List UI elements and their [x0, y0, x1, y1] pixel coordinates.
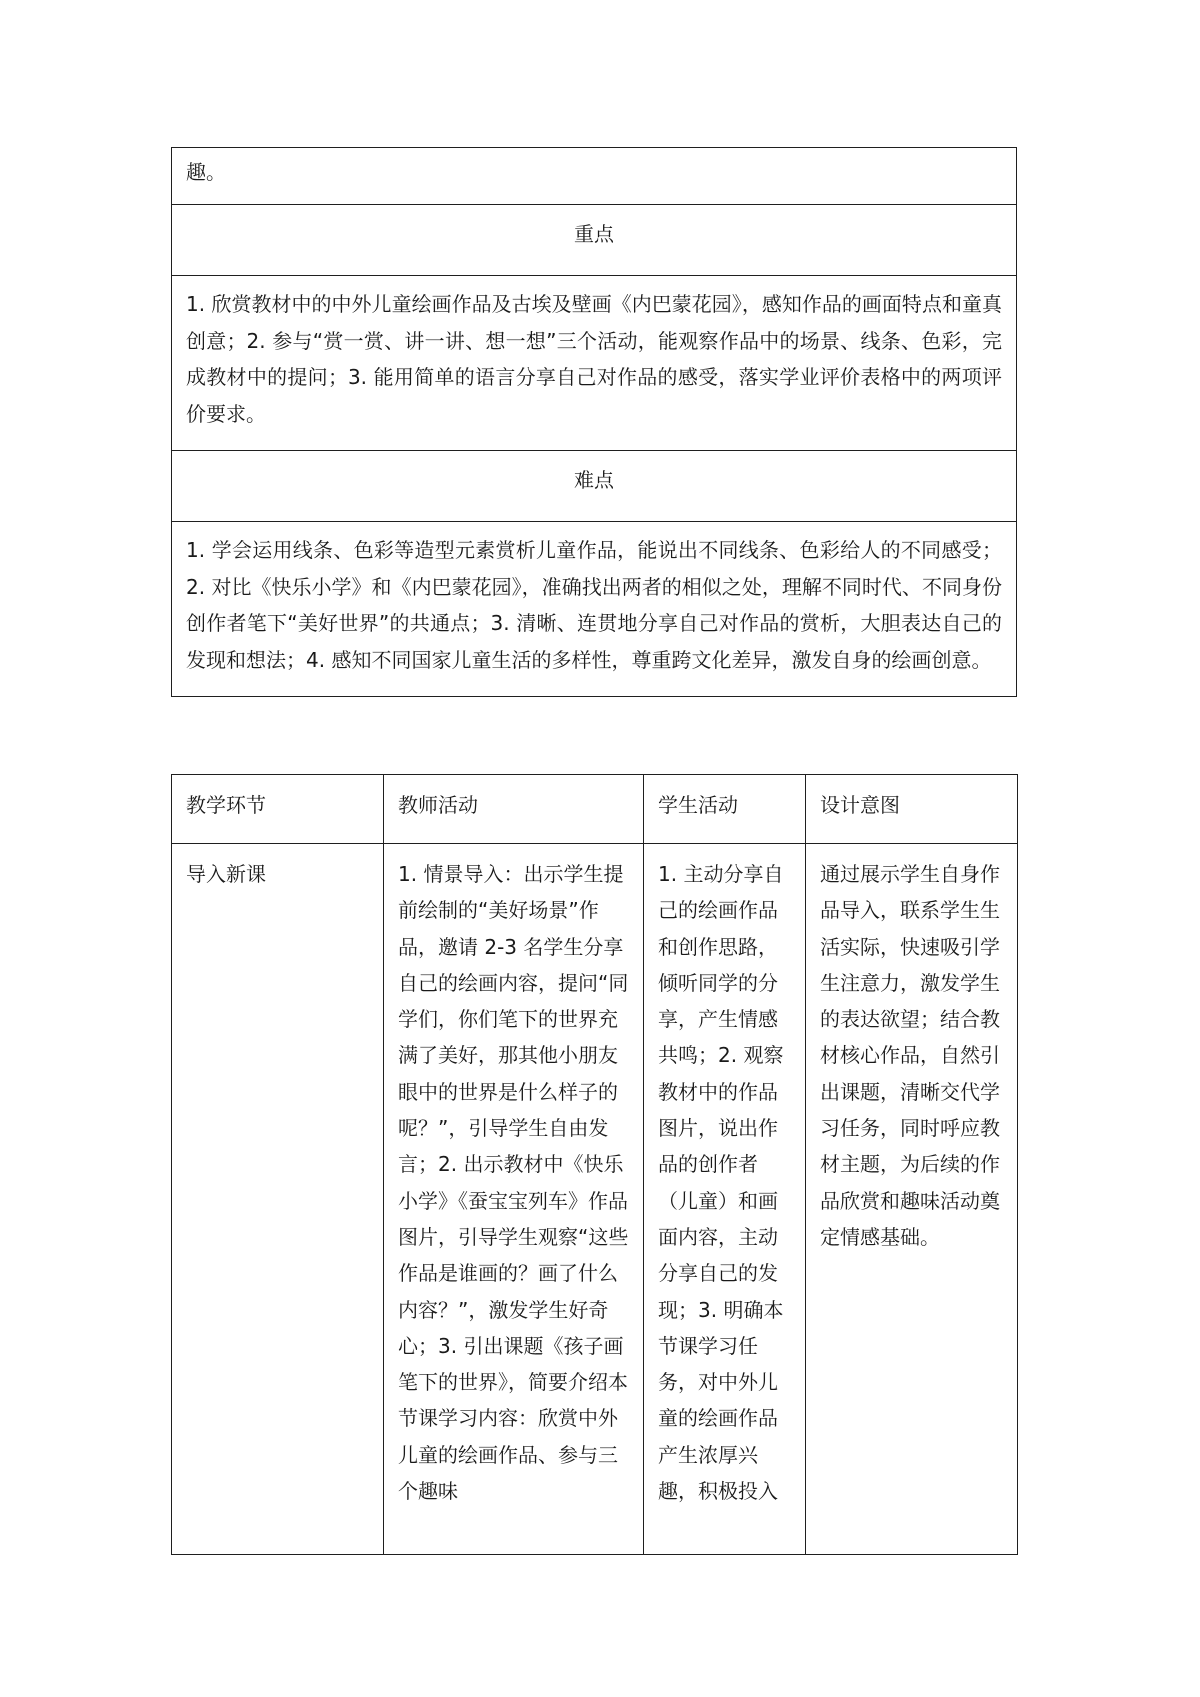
key-points-text: 1. 欣赏教材中的中外儿童绘画作品及古埃及壁画《内巴蒙花园》，感知作品的画面特点和童真创意；2. 参与“赏一赏、讲一讲、想一想”三个活动，能观察作品中的场景、线条、色彩，完成教材中的提问；3. 能用简单的语言分享自己对作品的感受，落实学业评价表格中的两项评价要求。 [186, 292, 1002, 426]
design-intent-cell [806, 844, 1018, 1555]
design-intent-text: 通过展示学生自身作品导入，联系学生生活实际，快速吸引学生注意力，激发学生的表达欲望；结合教材核心作品，自然引出课题，清晰交代学习任务，同时呼应教材主题，为后续的作品欣赏和趣味活动奠定情感基础。 [820, 862, 1000, 1249]
carryover-text: 趣。 [186, 160, 226, 184]
difficult-points-text: 1. 学会运用线条、色彩等造型元素赏析儿童作品，能说出不同线条、色彩给人的不同感受；2. 对比《快乐小学》和《内巴蒙花园》，准确找出两者的相似之处，理解不同时代、不同身份创作者笔下“美好世界”的共通点；3. 清晰、连贯地分享自己对作品的赏析，大胆表达自己的发现和想法；4. 感知不同国家儿童生活的多样性，尊重跨文化差异，激发自身的绘画创意。 [186, 538, 1002, 672]
key-points-heading: 重点 [172, 205, 1017, 276]
table-header-row [172, 775, 1018, 844]
stage-text: 导入新课 [186, 862, 266, 886]
student-activity-text: 1. 主动分享自己的绘画作品和创作思路，倾听同学的分享，产生情感共鸣；2. 观察教材中的作品图片，说出作品的创作者（儿童）和画面内容，主动分享自己的发现；3. 明确本节课学习任务，对中外儿童的绘画作品产生浓厚兴趣，积极投入 [658, 862, 784, 1504]
carryover-cell [172, 148, 1017, 205]
teacher-activity-text: 1. 情景导入：出示学生提前绘制的“美好场景”作品，邀请 2-3 名学生分享自己的绘画内容，提问“同学们，你们笔下的世界充满了美好，那其他小朋友眼中的世界是什么样子的呢？”，引导学生自由发言；2. 出示教材中《快乐小学》《蚕宝宝列车》作品图片，引导学生观察“这些作品是谁画的？画了什么内容？”，激发学生好奇心；3. 引出课题《孩子画笔下的世界》，简要介绍本节课学习内容：欣赏中外儿童的绘画作品、参与三个趣味 [398, 862, 629, 1504]
difficult-points-row [172, 522, 1017, 697]
key-points-heading-row [172, 205, 1017, 276]
objectives-table [171, 147, 1017, 697]
key-points-row [172, 276, 1017, 451]
difficult-points-cell [172, 522, 1017, 697]
header-student-activity: 学生活动 [644, 775, 806, 844]
header-design-intent: 设计意图 [806, 775, 1018, 844]
teacher-activity-cell [384, 844, 644, 1555]
teaching-process-table [171, 774, 1018, 1555]
key-points-cell [172, 276, 1017, 451]
student-activity-cell [644, 844, 806, 1555]
difficult-points-heading: 难点 [172, 451, 1017, 522]
header-stage: 教学环节 [172, 775, 384, 844]
header-teacher-activity: 教师活动 [384, 775, 644, 844]
carryover-row [172, 148, 1017, 205]
table-row [172, 844, 1018, 1555]
stage-cell [172, 844, 384, 1555]
difficult-points-heading-row [172, 451, 1017, 522]
